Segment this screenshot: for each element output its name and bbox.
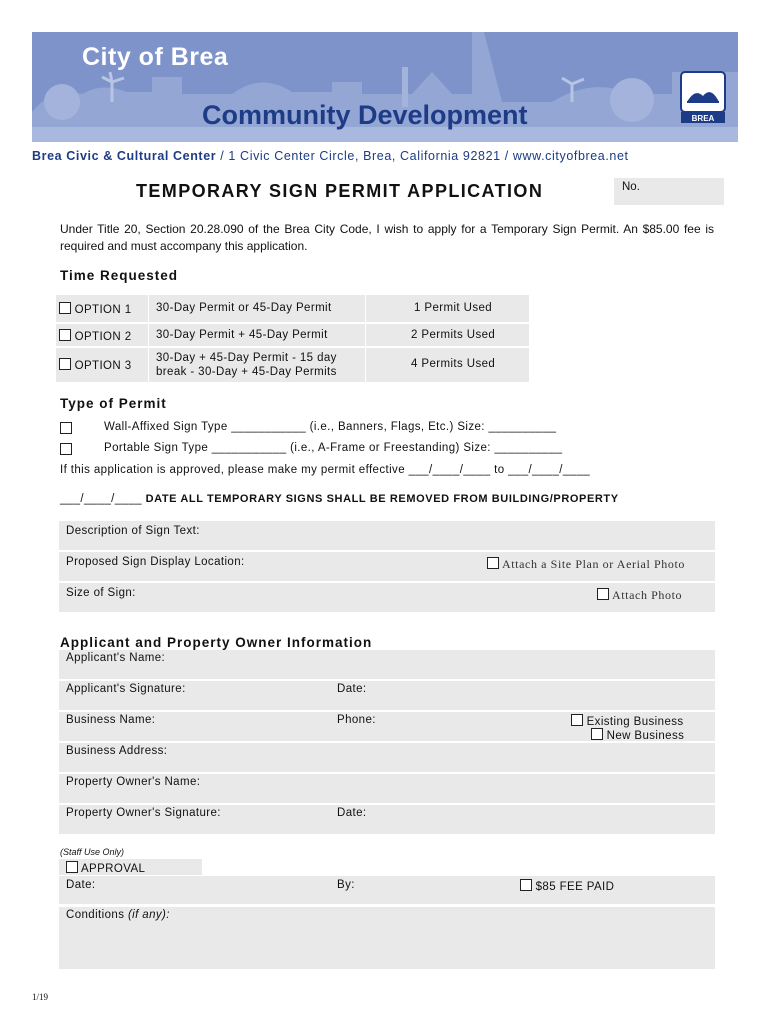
option-1[interactable]: OPTION 1 bbox=[59, 302, 132, 316]
checkbox[interactable] bbox=[59, 329, 71, 341]
owner-name-label: Property Owner's Name: bbox=[66, 776, 201, 788]
fee-paid-option[interactable]: $85 FEE PAID bbox=[520, 879, 614, 893]
checkbox[interactable] bbox=[66, 861, 78, 873]
brea-logo bbox=[673, 68, 733, 130]
form-title: TEMPORARY SIGN PERMIT APPLICATION bbox=[136, 181, 544, 201]
owner-date-label: Date: bbox=[337, 807, 367, 819]
option-1-used: 1 Permit Used bbox=[414, 302, 493, 314]
photo-option[interactable]: Attach Photo bbox=[597, 588, 682, 603]
new-business-option[interactable]: New Business bbox=[591, 728, 684, 742]
applicant-name-label: Applicant's Name: bbox=[66, 652, 166, 664]
option-3-desc: 30-Day + 45-Day Permit - 15 day break - 30-Day + 45-Day Permits bbox=[156, 352, 337, 378]
applicant-heading: Applicant and Property Owner Information bbox=[60, 635, 373, 650]
staff-by-label: By: bbox=[337, 879, 355, 891]
wall-sign-checkbox[interactable] bbox=[60, 422, 72, 434]
checkbox[interactable] bbox=[487, 557, 499, 569]
divider bbox=[148, 295, 149, 382]
checkbox[interactable] bbox=[59, 302, 71, 314]
department-title: Community Development bbox=[202, 100, 528, 130]
staff-date-label: Date: bbox=[66, 879, 96, 891]
option-2[interactable]: OPTION 2 bbox=[59, 329, 132, 343]
applicant-date-label: Date: bbox=[337, 683, 367, 695]
owner-signature-label: Property Owner's Signature: bbox=[66, 807, 221, 819]
time-requested-heading: Time Requested bbox=[60, 268, 179, 283]
svg-text:BREA: BREA bbox=[691, 114, 715, 123]
address-line: Brea Civic & Cultural Center / 1 Civic Center Circle, Brea, California 92821 / www.cityofbrea.net bbox=[32, 149, 629, 163]
sign-size-label: Size of Sign: bbox=[66, 587, 136, 599]
business-name-label: Business Name: bbox=[66, 714, 156, 726]
removal-date-line: ___/____/____ DATE ALL TEMPORARY SIGNS SHALL BE REMOVED FROM BUILDING/PROPERTY bbox=[60, 493, 619, 505]
option-3-used: 4 Permits Used bbox=[411, 358, 496, 370]
intro-paragraph: Under Title 20, Section 20.28.090 of the Brea City Code, I wish to apply for a Temporary Sign Permit. An $85.00 fee is required and must accompany this application. bbox=[60, 222, 714, 253]
revision-footer: 1/19 bbox=[32, 992, 49, 1002]
conditions-label: Conditions (if any): bbox=[66, 909, 170, 921]
sign-location-label: Proposed Sign Display Location: bbox=[66, 556, 245, 568]
checkbox[interactable] bbox=[571, 714, 583, 726]
checkbox[interactable] bbox=[520, 879, 532, 891]
option-1-desc: 30-Day Permit or 45-Day Permit bbox=[156, 302, 332, 314]
staff-use-note: (Staff Use Only) bbox=[60, 847, 125, 857]
site-plan-option[interactable]: Attach a Site Plan or Aerial Photo bbox=[487, 557, 685, 572]
divider bbox=[365, 295, 366, 382]
sign-description-label: Description of Sign Text: bbox=[66, 525, 200, 537]
option-3[interactable]: OPTION 3 bbox=[59, 358, 132, 372]
permit-number-label: No. bbox=[622, 181, 640, 193]
effective-dates: If this application is approved, please make my permit effective ___/____/____ to ___/____/____ bbox=[60, 464, 591, 476]
phone-label: Phone: bbox=[337, 714, 376, 726]
portable-sign-label: Portable Sign Type ___________ (i.e., A-Frame or Freestanding) Size: __________ bbox=[104, 442, 563, 454]
option-2-desc: 30-Day Permit + 45-Day Permit bbox=[156, 329, 328, 341]
checkbox[interactable] bbox=[597, 588, 609, 600]
existing-business-option[interactable]: Existing Business bbox=[571, 714, 684, 728]
staff-date-field[interactable] bbox=[59, 876, 715, 904]
option-2-used: 2 Permits Used bbox=[411, 329, 496, 341]
approval-option[interactable]: APPROVAL bbox=[66, 861, 145, 875]
checkbox[interactable] bbox=[591, 728, 603, 740]
applicant-signature-label: Applicant's Signature: bbox=[66, 683, 186, 695]
city-name: City of Brea bbox=[82, 43, 229, 71]
checkbox[interactable] bbox=[59, 358, 71, 370]
type-of-permit-heading: Type of Permit bbox=[60, 396, 167, 411]
business-address-label: Business Address: bbox=[66, 745, 168, 757]
portable-sign-checkbox[interactable] bbox=[60, 443, 72, 455]
wall-sign-label: Wall-Affixed Sign Type ___________ (i.e., Banners, Flags, Etc.) Size: __________ bbox=[104, 421, 557, 433]
